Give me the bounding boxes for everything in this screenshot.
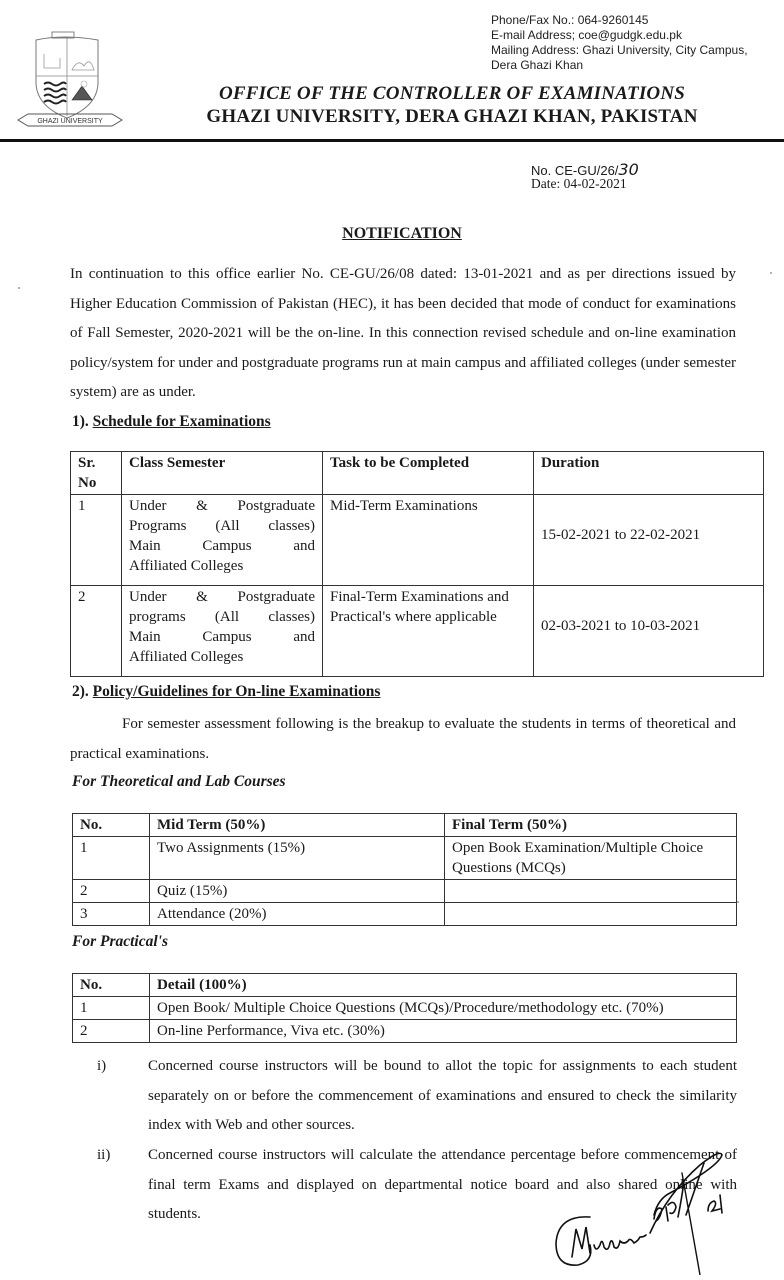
reference-date: Date: 04-02-2021 [531, 176, 627, 191]
table-row [73, 837, 737, 880]
class-line: Affiliated Colleges [129, 558, 244, 574]
header-class-semester: Class Semester [122, 452, 323, 495]
table-header-row [73, 974, 737, 997]
class-line: Main Campus and [129, 629, 315, 645]
header-detail: Detail (100%) [150, 974, 737, 997]
practicals-heading: For Practical's [72, 933, 169, 950]
section-1-heading [72, 413, 271, 431]
theory-courses-heading: For Theoretical and Lab Courses [72, 773, 286, 790]
cell-class-semester [122, 495, 323, 586]
guideline-text: Concerned course instructors will be bound to allot the topic for assignments to each student separately on or before the commencement of examinations and ensured to check the similarity index with Web and other sources. [148, 1058, 737, 1133]
cell-no: 2 [73, 1020, 150, 1043]
cell-task: Mid-Term Examinations [323, 495, 534, 586]
table-row [73, 997, 737, 1020]
table-row [73, 880, 737, 903]
class-line: Main Campus and [129, 538, 315, 554]
cell-no: 1 [73, 837, 150, 880]
header-mid-term: Mid Term (50%) [150, 814, 445, 837]
class-line: programs (All classes) [129, 609, 315, 625]
header-duration: Duration [534, 452, 764, 495]
guideline-number: ii) [97, 1147, 111, 1163]
header-no: No. [73, 974, 150, 997]
guideline-item [97, 1052, 737, 1141]
cell-mid-term: Quiz (15%) [150, 880, 445, 903]
table-row [73, 1020, 737, 1043]
cell-final-term [445, 880, 737, 903]
university-title: GHAZI UNIVERSITY, DERA GHAZI KHAN, PAKISTAN [206, 106, 698, 127]
scan-speck [737, 901, 739, 903]
exam-schedule-table [70, 451, 764, 677]
class-line: Affiliated Colleges [129, 649, 244, 665]
class-line: Programs (All classes) [129, 518, 315, 534]
header-no: No. [73, 814, 150, 837]
cell-no: 3 [73, 903, 150, 926]
scan-speck [770, 272, 772, 274]
guideline-number: i) [97, 1058, 107, 1074]
notification-title: NOTIFICATION [342, 225, 462, 242]
theory-assessment-table [72, 813, 737, 926]
office-title: OFFICE OF THE CONTROLLER OF EXAMINATIONS [218, 83, 686, 104]
table-header-row [73, 814, 737, 837]
section-1-number: 1). [72, 413, 89, 430]
section-1-title: Schedule for Examinations [92, 413, 271, 430]
cell-no: 2 [73, 880, 150, 903]
cell-final-term: Open Book Examination/Multiple Choice Questions (MCQs) [445, 837, 737, 880]
cell-mid-term: Two Assignments (15%) [150, 837, 445, 880]
section-2-number: 2). [72, 683, 89, 700]
reference-number-handwritten: 30 [618, 160, 639, 179]
cell-detail: Open Book/ Multiple Choice Questions (MCQs)/Procedure/methodology etc. (70%) [150, 997, 737, 1020]
cell-duration: 15-02-2021 to 22-02-2021 [534, 495, 764, 586]
crest-banner-text: GHAZI UNIVERSITY [37, 118, 103, 125]
cell-detail: On-line Performance, Viva etc. (30%) [150, 1020, 737, 1043]
header-task: Task to be Completed [323, 452, 534, 495]
reference-number-prefix: No. CE-GU/26/ [531, 163, 619, 178]
cell-duration: 02-03-2021 to 10-03-2021 [534, 586, 764, 677]
guideline-text: Concerned course instructors will calculate the attendance percentage before commencement of final term Exams and displayed on departmental notice board and also shared online with students. [148, 1147, 737, 1222]
signature [550, 1145, 740, 1275]
cell-final-term [445, 903, 737, 926]
intro-paragraph: In continuation to this office earlier No. CE-GU/26/08 dated: 13-01-2021 and as per directions issued by Higher Education Commission of Pakistan (HEC), it has been decided that mode of conduct for examinations of Fall Semester, 2020-2021 will be the on-line. In this connection revised schedule and on-line examination policy/system for under and postgraduate programs run at main campus and affiliated colleges (under semester system) are as under. [70, 266, 736, 400]
table-header-row [71, 452, 764, 495]
cell-task: Final-Term Examinations and Practical's where applicable [323, 586, 534, 677]
cell-class-semester [122, 586, 323, 677]
table-row [73, 903, 737, 926]
table-row [71, 495, 764, 586]
contact-email: E-mail Address; coe@gudgk.edu.pk [491, 28, 682, 42]
class-line: Under & Postgraduate [129, 498, 315, 514]
contact-mailing-address: Mailing Address: Ghazi University, City Campus, [491, 43, 748, 57]
cell-sr: 1 [71, 495, 122, 586]
cell-no: 1 [73, 997, 150, 1020]
letterhead-divider [0, 139, 784, 142]
class-line: Under & Postgraduate [129, 589, 315, 605]
header-final-term: Final Term (50%) [445, 814, 737, 837]
table-row [71, 586, 764, 677]
contact-block [491, 13, 748, 73]
section-2-heading [72, 683, 380, 701]
signature-icon [550, 1145, 740, 1275]
section-2-title: Policy/Guidelines for On-line Examinations [92, 683, 381, 700]
scan-speck [18, 287, 20, 289]
contact-phone: Phone/Fax No.: 064-9260145 [491, 13, 649, 27]
contact-city: Dera Ghazi Khan [491, 58, 584, 72]
practical-assessment-table [72, 973, 737, 1043]
header-sr-no: Sr. No [71, 452, 122, 495]
assessment-intro-paragraph: For semester assessment following is the breakup to evaluate the students in terms of theoretical and practical examinations. [70, 716, 736, 762]
cell-sr: 2 [71, 586, 122, 677]
cell-mid-term: Attendance (20%) [150, 903, 445, 926]
